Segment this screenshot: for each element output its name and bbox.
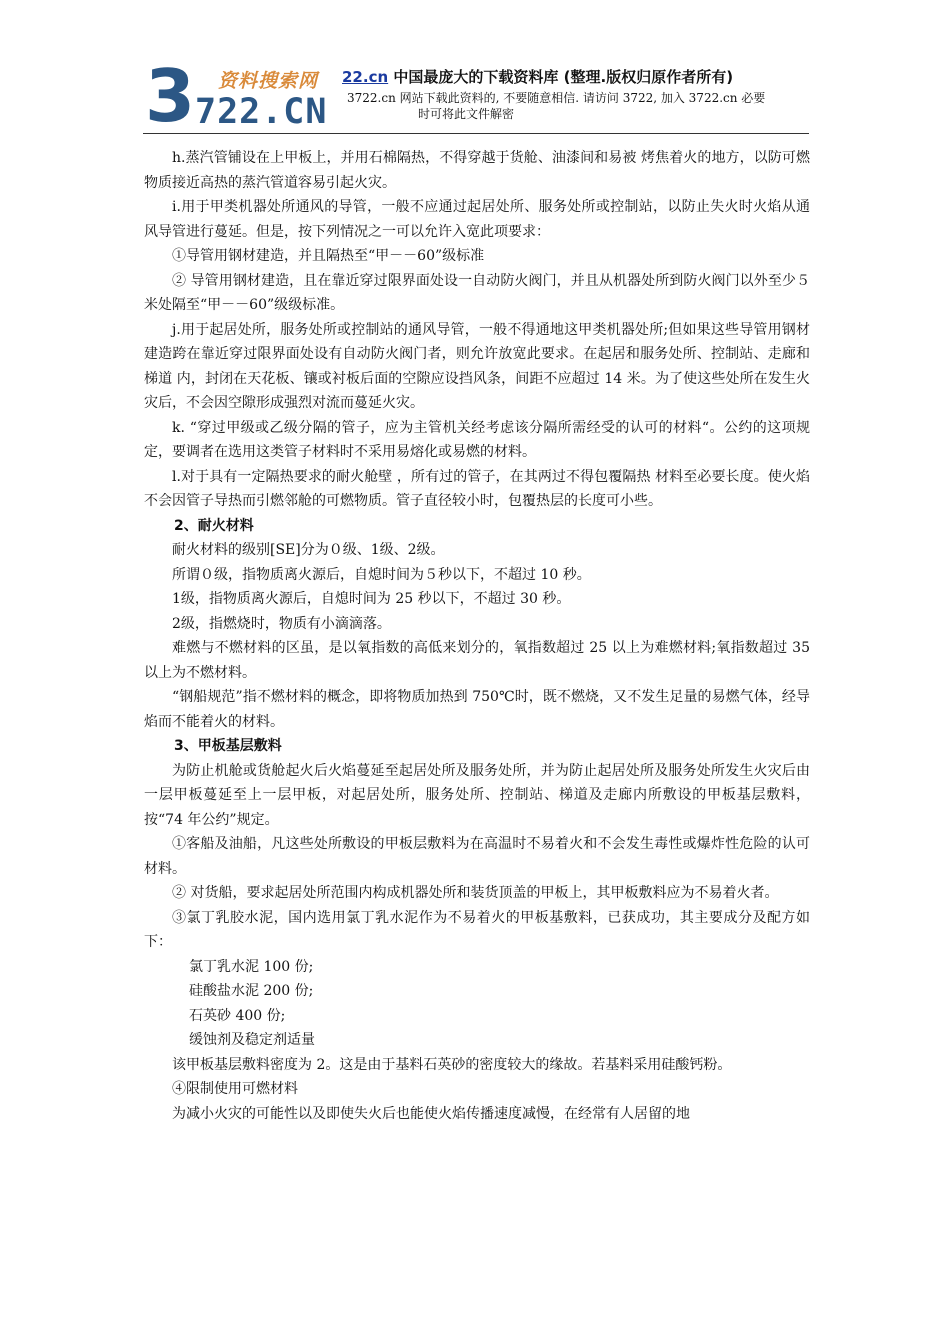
body-paragraph: 难燃与不燃材料的区虽，是以氧指数的高低来划分的，氧指数超过 25 以上为难燃材料;氧指数超过 35 以上为不燃材料。: [144, 640, 810, 681]
body-paragraph: j.用于起居处所，服务处所或控制站的通风导管，一般不得通地这甲类机器处所;但如果这些导管用钢材建造跨在靠近穿过限界面处设有自动防火阀门者，则允许放宽此要求。在起居和服务处所、控制站、走廊和梯道 内，封闭在天花板、镶或衬板后面的空隙应设挡风条，间距不应超过 14 米。为了使这些处所在发生火灾后，不会因空隙形成强烈对流而蔓延火灾。: [144, 321, 810, 411]
body-paragraph: ② 导管用钢材建造，且在靠近穿过限界面处设一自动防火阀门，并且从机器处所到防火阀门以外至少５米处隔至“甲－－60”级级标准。: [144, 272, 810, 313]
body-paragraph: 该甲板基层敷料密度为 2。这是由于基料石英砂的密度较大的缘故。若基料采用硅酸钙粉。: [172, 1056, 732, 1073]
body-paragraph: 1级，指物质离火源后，自熄时间为 25 秒以下，不超过 30 秒。: [172, 591, 571, 607]
body-paragraph: ② 对货船，要求起居处所范围内构成机器处所和装货顶盖的甲板上，其甲板敷料应为不易着火者。: [172, 885, 779, 901]
formula-line: 硅酸盐水泥 200 份;: [189, 983, 314, 999]
body-paragraph: k. “穿过甲级或乙级分隔的管子，应为主管机关经考虑该分隔所需经受的认可的材料“。公约的这项规定，要调者在选用这类管子材料时不采用易熔化或易燃的材料。: [144, 419, 810, 460]
header-notice-line1: 3722.cn 网站下载此资料的, 不要随意相信. 请访问 3722, 加入 3722.cn 必要: [347, 91, 766, 105]
formula-line: 缓蚀剂及稳定剂适量: [189, 1032, 315, 1048]
body-paragraph: 2级，指燃烧时，物质有小滴滴落。: [172, 615, 391, 632]
body-paragraph: ①导管用钢材建造，并且隔热至“甲－－60”级标准: [172, 248, 485, 264]
body-paragraph: ①客船及油船，凡这些处所敷设的甲板层敷料为在高温时不易着火和不会发生毒性或爆炸性危险的认可材料。: [144, 836, 810, 877]
header-title: 中国最庞大的下载资料库: [393, 68, 559, 86]
header-notice-line2: 时可将此文件解密: [418, 107, 515, 121]
site-link[interactable]: 22.cn: [342, 68, 389, 86]
page-header: [143, 54, 809, 138]
section-heading: 2、耐火材料: [174, 517, 254, 534]
logo-name: 722.CN: [195, 92, 328, 132]
header-note: (整理.版权归原作者所有): [563, 68, 734, 86]
body-paragraph: 为减小火灾的可能性以及即使失火后也能使火焰传播速度减慢，在经常有人居留的地: [172, 1105, 690, 1122]
section-heading: 3、甲板基层敷料: [174, 738, 282, 754]
body-paragraph: i.用于甲类机器处所通风的导管，一般不应通过起居处所、服务处所或控制站，以防止失火时火焰从通风导管进行蔓延。但是，按下列情况之一可以允许入宽此项要求：: [144, 199, 810, 240]
formula-line: 氯丁乳水泥 100 份;: [189, 958, 314, 975]
body-paragraph: 耐火材料的级别[SE]分为０级、1级、2级。: [172, 542, 445, 558]
body-paragraph: l.对于具有一定隔热要求的耐火舱壁 ，所有过的管子，在其两过不得包覆隔热 材料至必要长度。使火焰不会因管子导热而引燃邻舱的可燃物质。管子直径较小时，包覆热层的长度可小些。: [144, 468, 810, 509]
body-paragraph: ③氯丁乳胶水泥，国内选用氯丁乳水泥作为不易着火的甲板基敷料，已获成功，其主要成分及配方如下：: [144, 909, 810, 950]
body-paragraph: h.蒸汽管铺设在上甲板上，并用石棉隔热，不得穿越于货舱、油漆间和易被 烤焦着火的地方，以防可燃物质接近高热的蒸汽管道容易引起火灾。: [144, 150, 810, 191]
header-divider: [143, 133, 809, 134]
logo-slogan: 资料搜索网: [218, 70, 319, 92]
header-title-line: [342, 66, 733, 87]
site-logo[interactable]: [143, 54, 348, 138]
document-body: [144, 146, 810, 1126]
body-paragraph: ④限制使用可燃材料: [172, 1081, 298, 1097]
body-paragraph: 所谓０级，指物质离火源后，自熄时间为５秒以下，不超过 10 秒。: [172, 566, 591, 583]
logo-digit: 3: [145, 54, 196, 138]
formula-line: 石英砂 400 份;: [189, 1007, 286, 1024]
body-paragraph: “钢船规范”指不燃材料的概念，即将物质加热到 750℃时，既不燃烧，又不发生足量的易燃气体，经导焰而不能着火的材料。: [144, 689, 810, 730]
body-paragraph: 为防止机舱或货舱起火后火焰蔓延至起居处所及服务处所，并为防止起居处所及服务处所发生火灾后由一层甲板蔓延至上一层甲板，对起居处所，服务处所、控制站、梯道及走廊内所敷设的甲板基层敷料，按“74 年公约”规定。: [144, 762, 810, 828]
